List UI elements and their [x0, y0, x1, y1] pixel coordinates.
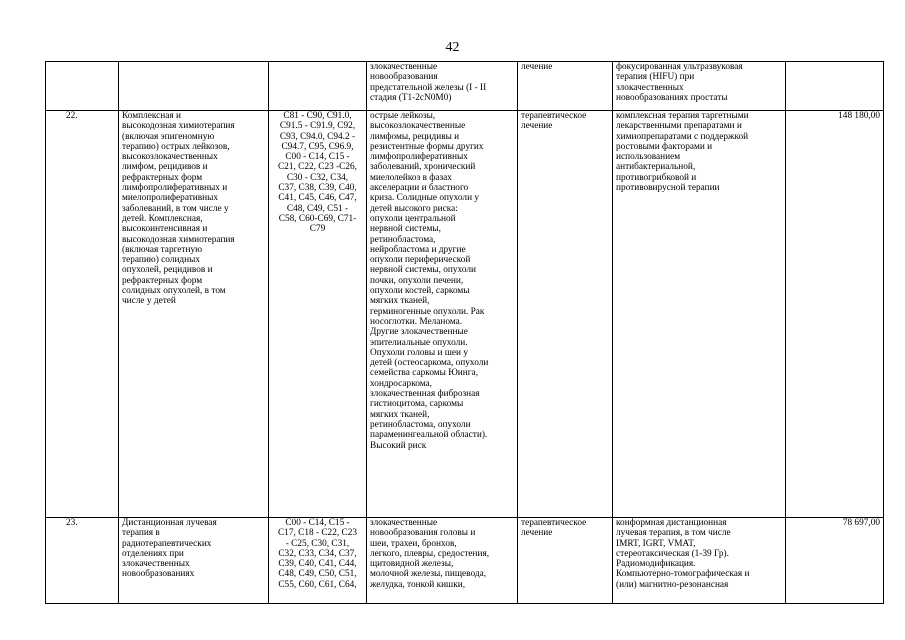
cell-text-line: высокозлокачественные	[370, 121, 466, 132]
cell-text-line: острые лейкозы,	[370, 111, 436, 121]
cell-text-line: гистиоцитома, саркомы	[370, 399, 464, 410]
cost-cell	[786, 111, 884, 518]
cell-text-line: легкого, плевры, средостения,	[370, 548, 490, 559]
treatment-method-cell	[613, 111, 786, 518]
row-number-cell	[46, 111, 119, 518]
cell-text-line: эпителиальные опухоли.	[370, 337, 468, 348]
table-row	[46, 111, 884, 518]
cell-text-line: Комплексная и	[122, 111, 181, 121]
cell-text-line: молочной железы, пищевода,	[370, 569, 487, 580]
cell-text-line: нервной системы,	[370, 224, 441, 235]
cell-text-line: 23.	[66, 518, 78, 528]
cell-text-line: злокачественных	[616, 82, 684, 93]
cell-text-line: C00 - C14, C15 -	[285, 152, 350, 163]
cell-text-line: герминогенные опухоли. Рак	[370, 306, 485, 317]
cell-text-line: нервной системы, опухоли	[370, 265, 476, 276]
table-row	[46, 62, 884, 111]
cell-text-line: 148 180,00	[838, 111, 880, 121]
cell-text-line: лимфом, рецидивов и	[122, 162, 208, 173]
cell-text-line: Дистанционная лучевая	[122, 518, 217, 528]
cell-text-line: Радиомодификация.	[616, 559, 696, 570]
cell-text-line: C94.7, C95, C96.9,	[281, 141, 354, 152]
cell-text-line: лимфопролиферативных	[370, 152, 468, 163]
cell-text-line: C91.5 - C91.9, C92,	[279, 121, 356, 132]
row-number-cell	[46, 62, 119, 111]
cell-text-line: лимфопролиферативных и	[122, 183, 228, 194]
cell-text-line: C30 - C32, C34,	[286, 172, 349, 183]
cell-text-line: опухолей, рецидивов и	[122, 265, 213, 276]
cell-text-line: C32, C33, C34, C37,	[278, 548, 357, 559]
icd-codes-cell	[269, 111, 367, 518]
treatment-method-cell	[613, 518, 786, 604]
cell-text-line: IMRT, IGRT, VMAT,	[616, 538, 696, 549]
icd-codes-cell	[269, 62, 367, 111]
cell-text-line: высокодозная химиотерапия	[122, 234, 235, 245]
cell-text-line: терапия в	[122, 528, 160, 539]
icd-codes-cell	[269, 518, 367, 604]
cell-text-line: C00 - C14, C15 -	[285, 518, 350, 528]
service-name-cell	[119, 62, 269, 111]
cell-text-line: 78 697,00	[842, 518, 880, 528]
cell-text-line: химиопрепаратами с поддержкой	[616, 131, 749, 142]
service-name-cell	[119, 518, 269, 604]
cell-text-line: Компьютерно-томографическая и	[616, 569, 750, 580]
cell-text-line: мягких тканей,	[370, 409, 430, 420]
cost-cell	[786, 518, 884, 604]
cell-text-line: лечение	[521, 528, 553, 539]
cell-text-line: C81 - C90, C91.0,	[283, 111, 352, 121]
cell-text-line: рефрактерных форм	[122, 275, 203, 286]
cell-text-line: фокусированная ультразвуковая	[616, 62, 743, 72]
cell-text-line: злокачественные	[370, 518, 438, 528]
cell-text-line: C58, C60-C69, C71-	[278, 213, 357, 224]
cell-text-line: C21, C22, C23 -C26,	[277, 162, 358, 173]
cell-text-line: ретинобластома, опухоли	[370, 419, 471, 430]
cell-text-line: 22.	[66, 111, 78, 121]
cell-text-line: новообразования головы и	[370, 528, 476, 539]
cell-text-line: миелопролиферативных	[122, 193, 219, 204]
cell-text-line: шеи, трахеи, бронхов,	[370, 538, 457, 549]
cell-text-line: C79	[309, 224, 326, 235]
page-number: 42	[445, 40, 460, 55]
cell-text-line: почки, опухоли печени,	[370, 275, 464, 286]
cell-text-line: противогрибковой и	[616, 172, 697, 183]
cell-text-line: - C25, C30, C31,	[285, 538, 350, 549]
cell-text-line: опухоли центральной	[370, 213, 456, 224]
cell-text-line: желудка, тонкой кишки,	[370, 579, 466, 590]
cell-text-line: солидных опухолей, в том	[122, 286, 226, 297]
cell-text-line: параменингеальной области).	[370, 430, 488, 441]
treatment-type-cell	[518, 111, 613, 518]
cell-text-line: ретинобластома,	[370, 234, 436, 245]
cell-text-line: щитовидной железы,	[370, 559, 454, 570]
cell-text-line: детей высокого риска:	[370, 203, 458, 214]
cell-text-line: миелолейкоз в фазах	[370, 172, 452, 183]
cell-text-line: лечение	[521, 62, 553, 72]
cell-text-line: хондросаркома,	[370, 378, 432, 389]
treatment-method-cell	[613, 62, 786, 111]
patient-model-cell	[367, 62, 518, 111]
cell-text-line: высокодозная химиотерапия	[122, 121, 235, 132]
cell-text-line: C39, C40, C41, C44,	[278, 559, 357, 570]
cell-text-line: стереотаксическая (1-39 Гр).	[616, 548, 729, 559]
cell-text-line: отделениях при	[122, 548, 184, 559]
cell-text-line: Высокий риск	[370, 440, 427, 451]
cell-text-line: новообразованиях	[122, 569, 195, 580]
cell-text-line: предстательной железы (I - II	[370, 82, 487, 93]
cell-text-line: злокачественных	[122, 559, 190, 570]
cell-text-line: новообразованиях простаты	[616, 92, 728, 103]
services-table	[45, 61, 884, 604]
cell-text-line: терапевтическое	[521, 518, 587, 528]
cell-text-line: лекарственными препаратами и	[616, 121, 742, 132]
patient-model-cell	[367, 518, 518, 604]
cell-text-line: лечение	[521, 121, 553, 132]
cell-text-line: C93, C94.0, C94.2 -	[279, 131, 356, 142]
cell-text-line: семейства саркомы Юинга,	[370, 368, 479, 379]
cell-text-line: криза. Солидные опухоли у	[370, 193, 480, 204]
cell-text-line: лучевая терапия, в том числе	[616, 528, 731, 539]
cell-text-line: опухоли костей, саркомы	[370, 286, 470, 297]
cell-text-line: радиотерапевтических	[122, 538, 212, 549]
row-number-cell	[46, 518, 119, 604]
cell-text-line: C55, C60, C61, C64,	[278, 579, 357, 590]
treatment-type-cell	[518, 518, 613, 604]
cell-text-line: детей. Комплексная,	[122, 213, 203, 224]
cell-text-line: носоглотки. Меланома.	[370, 316, 463, 327]
cell-text-line: стадия (T1-2cN0M0)	[370, 92, 452, 103]
cell-text-line: C48, C49, C50, C51,	[278, 569, 357, 580]
cell-text-line: числе у детей	[122, 296, 176, 307]
cell-text-line: (или) магнитно-резонансная	[616, 579, 729, 590]
cell-text-line: ростовыми факторами и	[616, 141, 713, 152]
cell-text-line: C48, C49, C51 -	[286, 203, 349, 214]
cell-text-line: новообразования	[370, 72, 438, 83]
cell-text-line: злокачественная фиброзная	[370, 389, 480, 400]
cell-text-line: рефрактерных форм	[122, 172, 203, 183]
service-name-cell	[119, 111, 269, 518]
cell-text-line: использованием	[616, 152, 681, 163]
patient-model-cell	[367, 111, 518, 518]
cell-text-line: нейробластома и другие	[370, 244, 466, 255]
cell-text-line: терапевтическое	[521, 111, 587, 121]
cell-text-line: C17, C18 - C22, C23	[277, 528, 358, 539]
cell-text-line: терапию) солидных	[122, 255, 201, 266]
cell-text-line: Другие злокачественные	[370, 327, 468, 338]
cell-text-line: злокачественные	[370, 62, 438, 72]
cell-text-line: Опухоли головы и шеи у	[370, 347, 468, 358]
cell-text-line: конформная дистанционная	[616, 518, 727, 528]
cell-text-line: акселерации и бластного	[370, 183, 469, 194]
cost-cell	[786, 62, 884, 111]
cell-text-line: C37, C38, C39, C40,	[278, 183, 357, 194]
cell-text-line: опухоли периферической	[370, 255, 471, 266]
cell-text-line: резистентные формы других	[370, 141, 484, 152]
cell-text-line: комплексная терапия таргетными	[616, 111, 749, 121]
cell-text-line: (включая таргетную	[122, 244, 203, 255]
cell-text-line: заболеваний, в том числе у	[122, 203, 229, 214]
cell-text-line: C41, C45, C46, C47,	[278, 193, 357, 204]
cell-text-line: мягких тканей,	[370, 296, 430, 307]
cell-text-line: высокозлокачественных	[122, 152, 218, 163]
cell-text-line: высокоинтенсивная и	[122, 224, 208, 235]
cell-text-line: заболеваний, хронический	[370, 162, 476, 173]
cell-text-line: детей (остеосаркома, опухоли	[370, 358, 489, 369]
cell-text-line: терапию) острых лейкозов,	[122, 141, 230, 152]
cell-text-line: противовирусной терапии	[616, 183, 720, 194]
cell-text-line: (включая эпигеномную	[122, 131, 215, 142]
treatment-type-cell	[518, 62, 613, 111]
cell-text-line: лимфомы, рецидивы и	[370, 131, 460, 142]
cell-text-line: антибактериальной,	[616, 162, 696, 173]
table-row	[46, 518, 884, 604]
cell-text-line: терапия (HIFU) при	[616, 72, 695, 83]
